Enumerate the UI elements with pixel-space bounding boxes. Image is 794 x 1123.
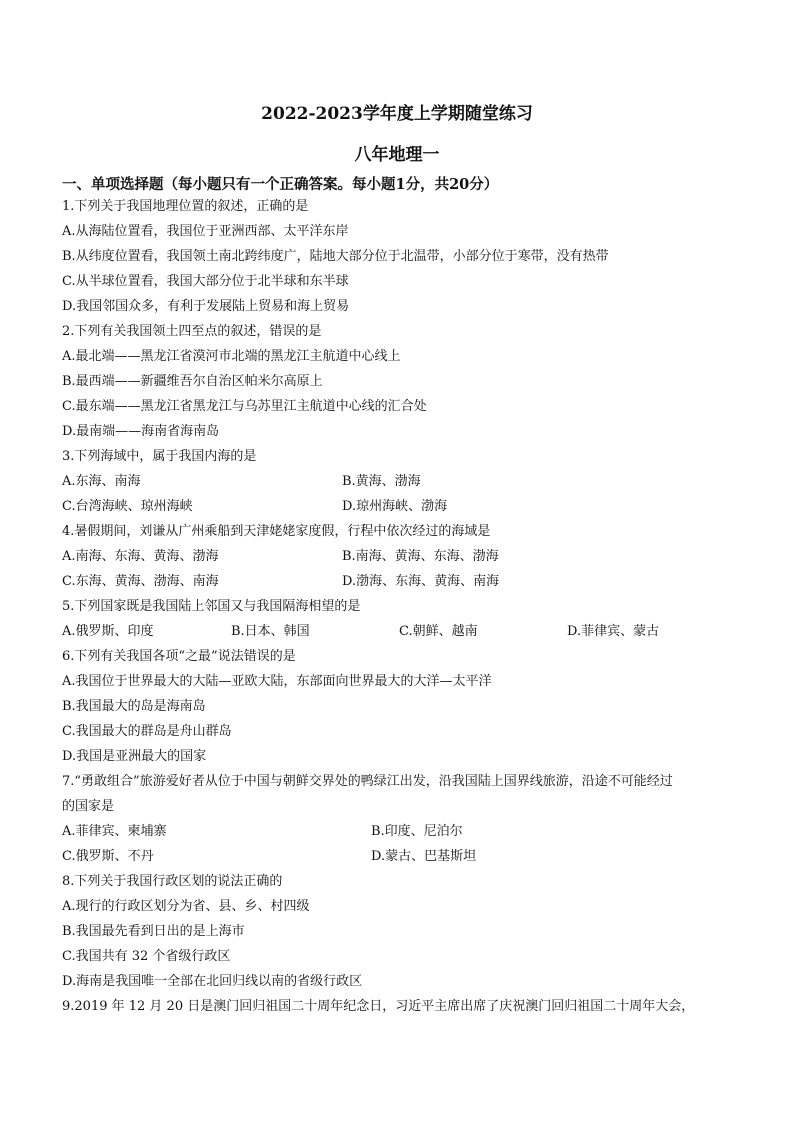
question-6-option-b: B.我国最大的岛是海南岛: [62, 699, 206, 714]
question-5-option-c: C.朝鲜、越南: [399, 624, 478, 639]
question-4-option-c: C.东海、黄海、渤海、南海: [62, 574, 219, 589]
question-6-option-a: A.我国位于世界最大的大陆—亚欧大陆，东部面向世界最大的大洋—太平洋: [62, 674, 492, 689]
question-5-stem: 5.下列国家既是我国陆上邻国又与我国隔海相望的是: [62, 599, 361, 614]
question-3-stem: 3.下列海域中，属于我国内海的是: [62, 449, 257, 464]
question-6-stem: 6.下列有关我国各项“之最”说法错误的是: [62, 649, 296, 664]
question-3-option-b: B.黄海、渤海: [342, 474, 421, 489]
question-1-option-d: D.我国邻国众多，有利于发展陆上贸易和海上贸易: [62, 299, 350, 314]
question-2-stem: 2.下列有关我国领土四至点的叙述，错误的是: [62, 324, 322, 339]
question-2-option-d: D.最南端——海南省海南岛: [62, 424, 220, 439]
question-3-option-d: D.琼州海峡、渤海: [342, 499, 448, 514]
exam-title: 2022-2023学年度上学期随堂练习: [261, 104, 533, 124]
section-heading: 一、单项选择题（每小题只有一个正确答案。每小题1分，共20分）: [62, 176, 499, 193]
question-7-stem: 7.“勇敢组合”旅游爱好者从位于中国与朝鲜交界处的鸭绿江出发，沿我国陆上国界线旅游，沿途不可能经过: [62, 774, 673, 789]
question-5-option-b: B.日本、韩国: [231, 624, 310, 639]
question-7-option-c: C.俄罗斯、不丹: [62, 849, 154, 864]
question-2-option-b: B.最西端——新疆维吾尔自治区帕米尔高原上: [62, 374, 323, 389]
question-3-option-a: A.东海、南海: [62, 474, 141, 489]
question-7-option-d: D.蒙古、巴基斯坦: [371, 849, 477, 864]
question-8-option-c: C.我国共有 32 个省级行政区: [62, 949, 231, 964]
question-4-stem: 4.暑假期间，刘谦从广州乘船到天津姥姥家度假，行程中依次经过的海域是: [62, 524, 491, 539]
question-3-option-c: C.台湾海峡、琼州海峡: [62, 499, 193, 514]
question-6-option-c: C.我国最大的群岛是舟山群岛: [62, 724, 232, 739]
question-7-option-a: A.菲律宾、柬埔寨: [62, 824, 167, 839]
question-1-stem: 1.下列关于我国地理位置的叙述，正确的是: [62, 199, 309, 214]
question-7-option-b: B.印度、尼泊尔: [371, 824, 463, 839]
question-4-option-a: A.南海、东海、黄海、渤海: [62, 549, 219, 564]
question-8-option-a: A.现行的行政区划分为省、县、乡、村四级: [62, 899, 310, 914]
question-8-option-d: D.海南是我国唯一全部在北回归线以南的省级行政区: [62, 974, 363, 989]
question-2-option-a: A.最北端——黑龙江省漠河市北端的黑龙江主航道中心线上: [62, 349, 401, 364]
exam-subtitle: 八年地理一: [354, 145, 440, 165]
question-4-option-b: B.南海、黄海、东海、渤海: [342, 549, 499, 564]
question-5-option-d: D.菲律宾、蒙古: [567, 624, 660, 639]
question-1-option-b: B.从纬度位置看，我国领土南北跨纬度广，陆地大部分位于北温带，小部分位于寒带，没有热带: [62, 249, 609, 264]
question-8-stem: 8.下列关于我国行政区划的说法正确的: [62, 874, 283, 889]
question-1-option-c: C.从半球位置看，我国大部分位于北半球和东半球: [62, 274, 349, 289]
question-6-option-d: D.我国是亚洲最大的国家: [62, 749, 207, 764]
question-9-stem: 9.2019 年 12 月 20 日是澳门回归祖国二十周年纪念日，习近平主席出席了庆祝澳门回归祖国二十周年大会，: [62, 999, 695, 1014]
question-8-option-b: B.我国最先看到日出的是上海市: [62, 924, 245, 939]
question-1-option-a: A.从海陆位置看，我国位于亚洲西部、太平洋东岸: [62, 224, 349, 239]
question-5-option-a: A.俄罗斯、印度: [62, 624, 154, 639]
question-7-stem-cont: 的国家是: [62, 799, 115, 814]
question-2-option-c: C.最东端——黑龙江省黑龙江与乌苏里江主航道中心线的汇合处: [62, 399, 427, 414]
question-4-option-d: D.渤海、东海、黄海、南海: [342, 574, 500, 589]
